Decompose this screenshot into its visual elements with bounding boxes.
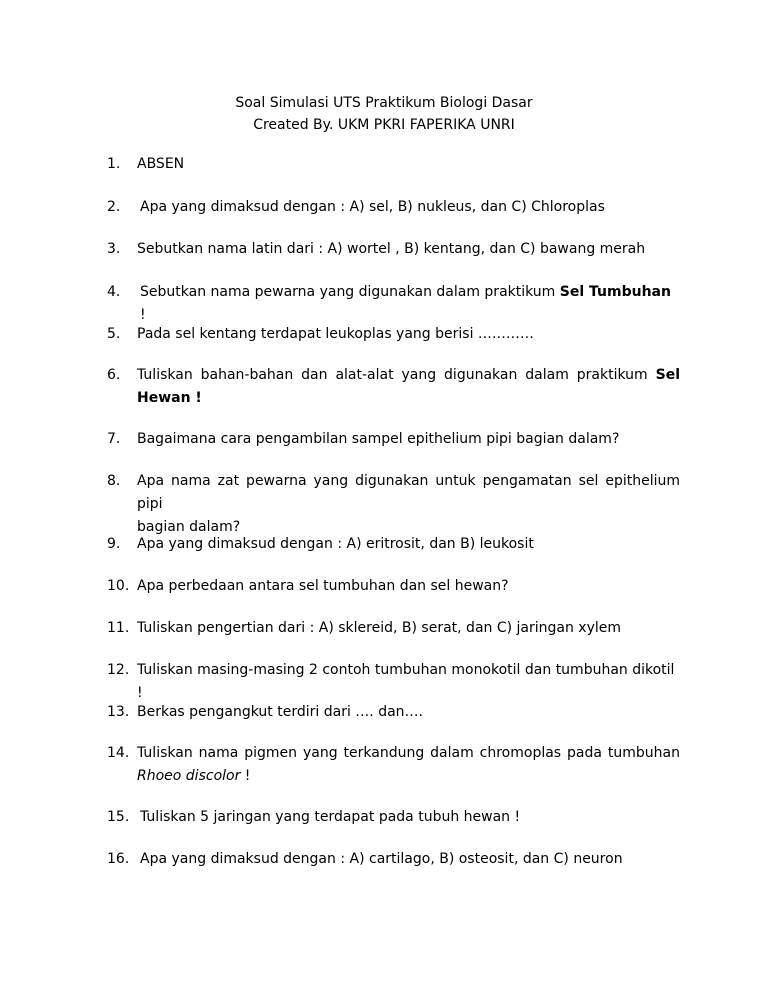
question-4 — [107, 281, 680, 327]
question-text: Sebutkan nama pewarna yang digunakan dalam praktikum Sel Tumbuhan ! — [140, 284, 671, 323]
question-7 — [107, 428, 680, 451]
question-text: Tuliskan masing-masing 2 contoh tumbuhan monokotil dan tumbuhan dikotil ! — [137, 662, 675, 701]
emphasis-sel-tumbuhan: Sel Tumbuhan — [559, 284, 671, 300]
question-text: Apa perbedaan antara sel tumbuhan dan sel hewan? — [137, 578, 509, 594]
question-15 — [107, 806, 680, 829]
question-text: Berkas pengangkut terdiri dari …. dan…. — [137, 704, 423, 720]
question-number: 11. — [107, 620, 130, 636]
question-6 — [107, 364, 680, 410]
question-text: Tuliskan 5 jaringan yang terdapat pada tubuh hewan ! — [140, 809, 521, 825]
question-number: 10. — [107, 578, 130, 594]
question-number: 9. — [107, 536, 121, 552]
question-9 — [107, 533, 680, 556]
question-11 — [107, 617, 680, 640]
question-12 — [107, 659, 680, 705]
question-8 — [107, 470, 680, 539]
question-text: Apa yang dimaksud dengan : A) cartilago, B) osteosit, dan C) neuron — [140, 851, 623, 867]
question-text: Tuliskan bahan-bahan dan alat-alat yang digunakan dalam praktikum Sel Hewan ! — [137, 367, 680, 406]
question-10 — [107, 575, 680, 598]
question-14 — [107, 742, 680, 788]
question-number: 1. — [107, 156, 121, 172]
question-3 — [107, 238, 680, 261]
document-subtitle: Created By. UKM PKRI FAPERIKA UNRI — [253, 117, 515, 133]
question-text: ABSEN — [137, 156, 185, 172]
question-text: Sebutkan nama latin dari : A) wortel , B) kentang, dan C) bawang merah — [137, 241, 646, 257]
question-number: 13. — [107, 704, 130, 720]
question-number: 14. — [107, 745, 130, 761]
question-text: Apa yang dimaksud dengan : A) eritrosit, dan B) leukosit — [137, 536, 534, 552]
question-text: Pada sel kentang terdapat leukoplas yang berisi ………… — [137, 326, 534, 342]
question-number: 12. — [107, 662, 130, 678]
question-number: 5. — [107, 326, 121, 342]
question-number: 2. — [107, 199, 121, 215]
question-number: 16. — [107, 851, 130, 867]
question-number: 15. — [107, 809, 130, 825]
question-text: Apa nama zat pewarna yang digunakan untuk pengamatan sel epithelium pipi bagian dalam? — [137, 473, 680, 535]
question-16 — [107, 848, 680, 871]
question-number: 4. — [107, 284, 121, 300]
species-name: Rhoeo discolor — [137, 768, 241, 784]
question-number: 6. — [107, 367, 121, 383]
question-5 — [107, 323, 680, 346]
question-13 — [107, 701, 680, 724]
question-text: Bagaimana cara pengambilan sampel epithelium pipi bagian dalam? — [137, 431, 620, 447]
document-title: Soal Simulasi UTS Praktikum Biologi Dasar — [235, 95, 533, 111]
question-number: 8. — [107, 473, 121, 489]
question-text: Tuliskan nama pigmen yang terkandung dalam chromoplas pada tumbuhan Rhoeo discolor ! — [137, 745, 680, 784]
question-text: Apa yang dimaksud dengan : A) sel, B) nukleus, dan C) Chloroplas — [140, 199, 605, 215]
question-number: 7. — [107, 431, 121, 447]
question-1 — [107, 153, 680, 176]
question-text: Tuliskan pengertian dari : A) sklereid, B) serat, dan C) jaringan xylem — [137, 620, 622, 636]
question-2 — [107, 196, 680, 219]
question-number: 3. — [107, 241, 121, 257]
